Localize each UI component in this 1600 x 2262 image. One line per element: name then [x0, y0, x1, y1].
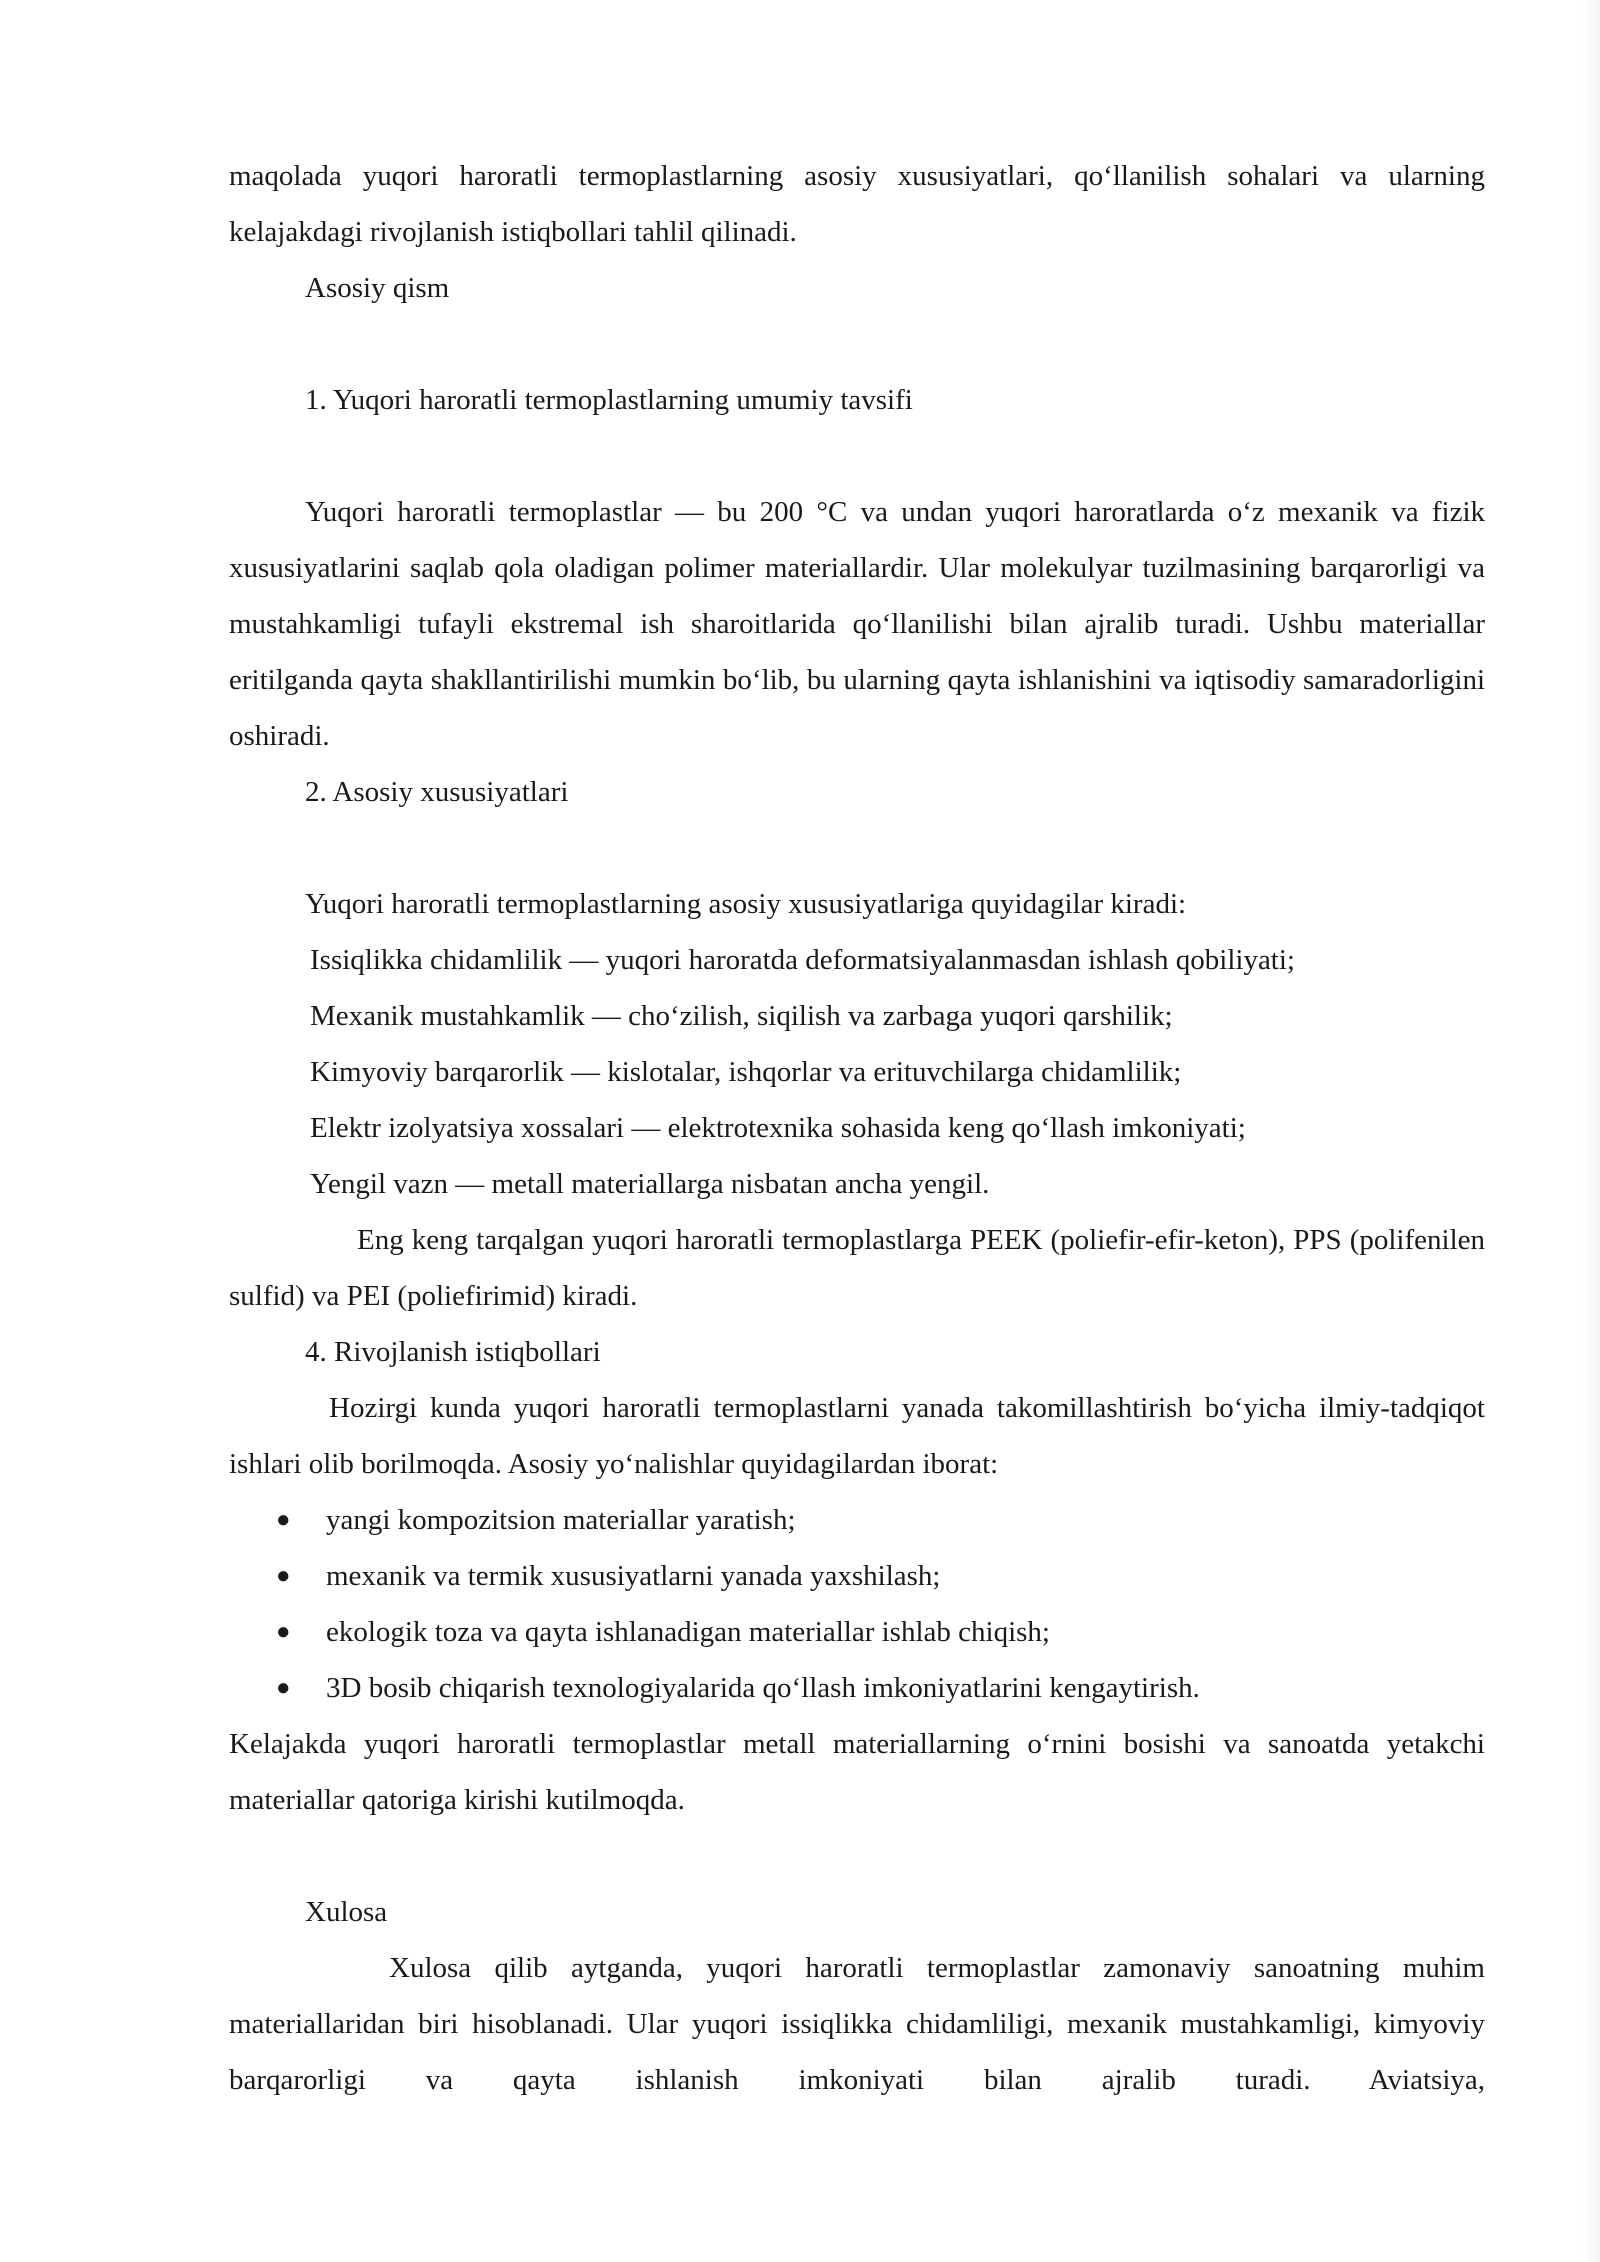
- bullet-list-item: [229, 1604, 1485, 1660]
- blank-line: [229, 428, 1485, 484]
- section-4-paragraph: Hozirgi kunda yuqori haroratli termoplastlarni yanada takomillashtirish bo‘yicha ilmiy-tadqiqot ishlari olib borilmoqda. Asosiy yo‘nalishlar quyidagilardan iborat:: [229, 1392, 1485, 1480]
- section-1-heading: 1. Yuqori haroratli termoplastlarning umumiy tavsifi: [305, 384, 913, 416]
- section-2-intro: Yuqori haroratli termoplastlarning asosiy xususiyatlariga quyidagilar kiradi:: [305, 888, 1187, 920]
- conclusion-paragraph: Xulosa qilib aytganda, yuqori haroratli termoplastlar zamonaviy sanoatning muhim materiallaridan biri hisoblanadi. Ular yuqori issiqlikka chidamliligi, mexanik mustahkamligi, kimyoviy barqarorligi va qayta ishlanish imkoniyati bilan ajralib turadi. Aviatsiya,: [229, 1952, 1485, 2096]
- bullet-icon: ●: [276, 1563, 291, 1589]
- bullet-text: mexanik va termik xususiyatlarni yanada yaxshilash;: [326, 1560, 941, 1592]
- bullet-list-item: [229, 1492, 1485, 1548]
- feature-item: Kimyoviy barqarorlik — kislotalar, ishqorlar va erituvchilarga chidamlilik;: [310, 1056, 1182, 1088]
- blank-line: [229, 316, 1485, 372]
- section-1-paragraph: Yuqori haroratli termoplastlar — bu 200 °C va undan yuqori haroratlarda o‘z mexanik va fizik xususiyatlarini saqlab qola oladigan polimer materiallardir. Ular molekulyar tuzilmasining barqarorligi va mustahkamligi tufayli ekstremal ish sharoitlarida qo‘llanilishi bilan ajralib turadi. Ushbu materiallar eritilganda qayta shakllantirilishi mumkin bo‘lib, bu ularning qayta ishlanishini va iqtisodiy samaradorligini oshiradi.: [229, 496, 1485, 752]
- feature-item: Mexanik mustahkamlik — cho‘zilish, siqilish va zarbaga yuqori qarshilik;: [310, 1000, 1173, 1032]
- section-2-examples-paragraph: Eng keng tarqalgan yuqori haroratli termoplastlarga PEEK (poliefir-efir-keton), PPS (polifenilen sulfid) va PEI (poliefirimid) kiradi.: [229, 1224, 1485, 1312]
- section-4-outlook-paragraph: Kelajakda yuqori haroratli termoplastlar metall materiallarning o‘rnini bosishi va sanoatda yetakchi materiallar qatoriga kirishi kutilmoqda.: [229, 1728, 1485, 1816]
- section-4-heading: 4. Rivojlanish istiqbollari: [305, 1336, 601, 1368]
- bullet-text: yangi kompozitsion materiallar yaratish;: [326, 1504, 796, 1536]
- feature-item: Elektr izolyatsiya xossalari — elektrotexnika sohasida keng qo‘llash imkoniyati;: [310, 1112, 1246, 1144]
- conclusion-heading: Xulosa: [305, 1896, 388, 1928]
- bullet-text: 3D bosib chiqarish texnologiyalarida qo‘llash imkoniyatlarini kengaytirish.: [326, 1672, 1200, 1704]
- main-section-heading: Asosiy qism: [305, 272, 450, 304]
- page-edge-shadow: [1582, 0, 1600, 2262]
- directions-bullet-list: [229, 1492, 1485, 1716]
- feature-item: Yengil vazn — metall materiallarga nisbatan ancha yengil.: [310, 1168, 990, 1200]
- blank-line: [229, 1828, 1485, 1884]
- bullet-list-item: [229, 1548, 1485, 1604]
- feature-item: Issiqlikka chidamlilik — yuqori haroratda deformatsiyalanmasdan ishlash qobiliyati;: [310, 944, 1295, 976]
- bullet-list-item: [229, 1660, 1485, 1716]
- bullet-text: ekologik toza va qayta ishlanadigan materiallar ishlab chiqish;: [326, 1616, 1050, 1648]
- section-2-heading: 2. Asosiy xususiyatlari: [305, 776, 569, 808]
- bullet-icon: ●: [276, 1675, 291, 1701]
- bullet-icon: ●: [276, 1619, 291, 1645]
- intro-continuation-paragraph: maqolada yuqori haroratli termoplastlarning asosiy xususiyatlari, qo‘llanilish sohalari va ularning kelajakdagi rivojlanish istiqbollari tahlil qilinadi.: [229, 160, 1485, 248]
- feature-list: [229, 932, 1485, 1212]
- bullet-icon: ●: [276, 1507, 291, 1533]
- blank-line: [229, 820, 1485, 876]
- document-body: [229, 148, 1485, 2108]
